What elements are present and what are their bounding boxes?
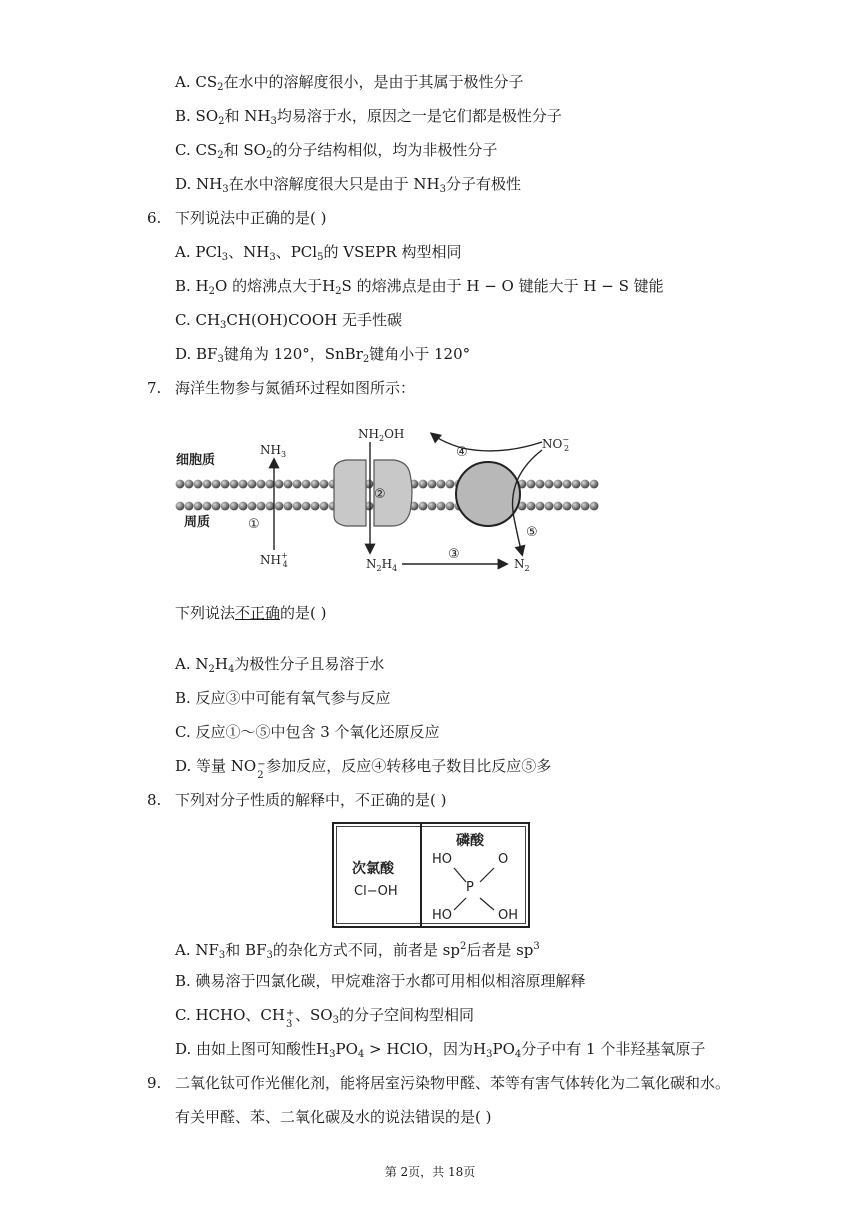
q5-option-d: D. $NH_3$在水中溶解度很大只是由于 $NH_3$分子有极性 <box>175 175 521 195</box>
membrane-bead <box>311 502 320 511</box>
membrane-bead <box>293 480 302 489</box>
membrane-bead <box>185 480 194 489</box>
membrane-bead <box>239 502 248 511</box>
phosphoric-ho-top: HO <box>432 852 453 867</box>
q6-number: 6. <box>147 209 162 227</box>
membrane-bead <box>203 502 212 511</box>
membrane-bead <box>320 502 329 511</box>
membrane-bead <box>536 502 545 511</box>
q7-option-b: B. 反应③中可能有氧气参与反应 <box>175 689 391 707</box>
label-nh2oh: $NH_2OH$ <box>358 427 405 443</box>
membrane-bead <box>221 480 230 489</box>
membrane-bead <box>419 480 428 489</box>
membrane-bead <box>311 480 320 489</box>
q8-number: 8. <box>147 791 162 809</box>
label-n2: $N_2$ <box>514 557 530 573</box>
membrane-bead <box>248 502 257 511</box>
membrane-bead <box>320 480 329 489</box>
membrane-bead <box>419 502 428 511</box>
membrane-bead <box>212 480 221 489</box>
label-nh4: NH+ 4 <box>260 551 288 569</box>
membrane-bead <box>581 480 590 489</box>
membrane-bead <box>194 480 203 489</box>
membrane-bead <box>527 480 536 489</box>
q6-stem: 下列说法中正确的是( ) <box>175 209 327 227</box>
label-reaction-2: ② <box>374 487 386 502</box>
membrane-bead <box>581 502 590 511</box>
q6-option-c: C. $CH_3CH(OH)COOH$ 无手性碳 <box>175 311 402 331</box>
membrane-bead <box>572 480 581 489</box>
q8-stem: 下列对分子性质的解释中，不正确的是( ) <box>175 791 447 809</box>
membrane-bead <box>203 480 212 489</box>
q9-line-1: 二氧化钛可作光催化剂，能将居室污染物甲醛、苯等有害气体转化为二氧化碳和水。 <box>175 1074 731 1092</box>
membrane-bead <box>275 480 284 489</box>
q9-line-2: 有关甲醛、苯、二氧化碳及水的说法错误的是( ) <box>175 1108 492 1126</box>
label-no2: NO− 2 <box>542 435 570 453</box>
membrane-bead <box>446 502 455 511</box>
membrane-bead <box>284 502 293 511</box>
q8-option-b: B. 碘易溶于四氯化碳，甲烷难溶于水都可用相似相溶原理解释 <box>175 972 586 990</box>
q5-option-a: A. $CS_2$在水中的溶解度很小，是由于其属于极性分子 <box>175 73 524 93</box>
label-reaction-3: ③ <box>448 547 460 562</box>
label-periplasm: 周质 <box>184 515 211 530</box>
channel-protein-left <box>334 460 366 526</box>
label-cytoplasm: 细胞质 <box>176 453 216 468</box>
membrane-bead <box>428 480 437 489</box>
q8-option-d: D. 由如上图可知酸性$H_3PO_4$ > HClO，因为$H_3PO_4$分子中有 1 个非羟基氧原子 <box>175 1040 706 1060</box>
membrane-bead <box>527 502 536 511</box>
membrane-bead <box>590 480 599 489</box>
membrane-bead <box>212 502 221 511</box>
membrane-bead <box>302 502 311 511</box>
membrane-bead <box>446 480 455 489</box>
q6-option-a: A. PCl$_3$、$NH_3$、PCl$_5$的 VSEPR 构型相同 <box>175 243 462 263</box>
membrane-bead <box>176 502 185 511</box>
label-n2h4: $N_2H_4$ <box>366 557 398 573</box>
phosphoric-o: O <box>498 852 509 867</box>
membrane-bead <box>536 480 545 489</box>
label-reaction-5: ⑤ <box>526 525 538 540</box>
membrane-bead <box>545 502 554 511</box>
membrane-bead <box>563 480 572 489</box>
q6-option-d: D. $BF_3$键角为 120°，SnBr$_2$键角小于 120° <box>175 345 471 365</box>
membrane-bead <box>275 502 284 511</box>
phosphoric-bonds <box>334 824 528 926</box>
q6-option-b: B. $H_2O$ 的熔沸点大于$H_2S$ 的熔沸点是由于 H − O 键能大于 H − S 键能 <box>175 277 664 297</box>
q7-option-a: A. $N_2H_4$为极性分子且易溶于水 <box>175 655 385 675</box>
membrane-bead <box>554 480 563 489</box>
membrane-bead <box>266 502 275 511</box>
membrane-bead <box>221 502 230 511</box>
membrane-bead <box>230 480 239 489</box>
q9-number: 9. <box>147 1074 162 1092</box>
page-footer: 第 2页，共 18页 <box>384 1165 476 1179</box>
membrane-bead <box>185 502 194 511</box>
membrane-bead <box>563 502 572 511</box>
membrane-bead <box>257 480 266 489</box>
membrane-bead <box>239 480 248 489</box>
membrane-bead <box>293 502 302 511</box>
arrow-reaction-4 <box>432 434 542 451</box>
hypochlorous-acid-formula: Cl−OH <box>354 884 398 899</box>
membrane-bead <box>248 480 257 489</box>
membrane-bead <box>428 502 437 511</box>
phosphoric-ho-bottom: HO <box>432 908 453 923</box>
membrane-bead <box>284 480 293 489</box>
membrane-bead <box>266 480 275 489</box>
nitrogen-cycle-figure <box>170 418 610 578</box>
label-nh3: $NH_3$ <box>260 443 287 459</box>
hypochlorous-acid-title: 次氯酸 <box>352 861 394 877</box>
q7-number: 7. <box>147 379 162 397</box>
membrane-bead <box>176 480 185 489</box>
q5-option-c: C. $CS_2$和 $SO_2$的分子结构相似，均为非极性分子 <box>175 141 498 161</box>
phosphoric-acid-title: 磷酸 <box>456 833 484 849</box>
label-reaction-1: ① <box>248 517 260 532</box>
membrane-bead <box>302 480 311 489</box>
membrane-bead <box>590 502 599 511</box>
label-reaction-4: ④ <box>456 445 468 460</box>
membrane-bead <box>257 502 266 511</box>
q7-prompt: 下列说法不正确的是( ) <box>175 604 327 622</box>
q7-option-d: D. 等量 NO − 2 参加反应，反应④转移电子数目比反应⑤多 <box>175 757 552 781</box>
membrane-bead <box>230 502 239 511</box>
membrane-bead <box>194 502 203 511</box>
q8-option-a: A. $NF_3$和 $BF_3$的杂化方式不同，前者是 $sp^2$后者是 $sp^3$ <box>175 941 540 961</box>
phosphoric-oh: OH <box>498 908 519 923</box>
membrane-bead <box>437 480 446 489</box>
membrane-bead <box>437 502 446 511</box>
phosphoric-p: P <box>466 880 474 895</box>
q5-option-b: B. $SO_2$和 $NH_3$均易溶于水，原因之一是它们都是极性分子 <box>175 107 562 127</box>
enzyme-circle <box>456 462 520 526</box>
q7-option-c: C. 反应①～⑤中包含 3 个氧化还原反应 <box>175 723 440 741</box>
membrane-bead <box>554 502 563 511</box>
acid-structure-table <box>332 822 530 928</box>
q8-option-c: C. HCHO、CH + 3 、$SO_3$的分子空间构型相同 <box>175 1006 474 1030</box>
q7-stem: 海洋生物参与氮循环过程如图所示： <box>175 379 416 397</box>
membrane-bead <box>572 502 581 511</box>
membrane-bead <box>545 480 554 489</box>
